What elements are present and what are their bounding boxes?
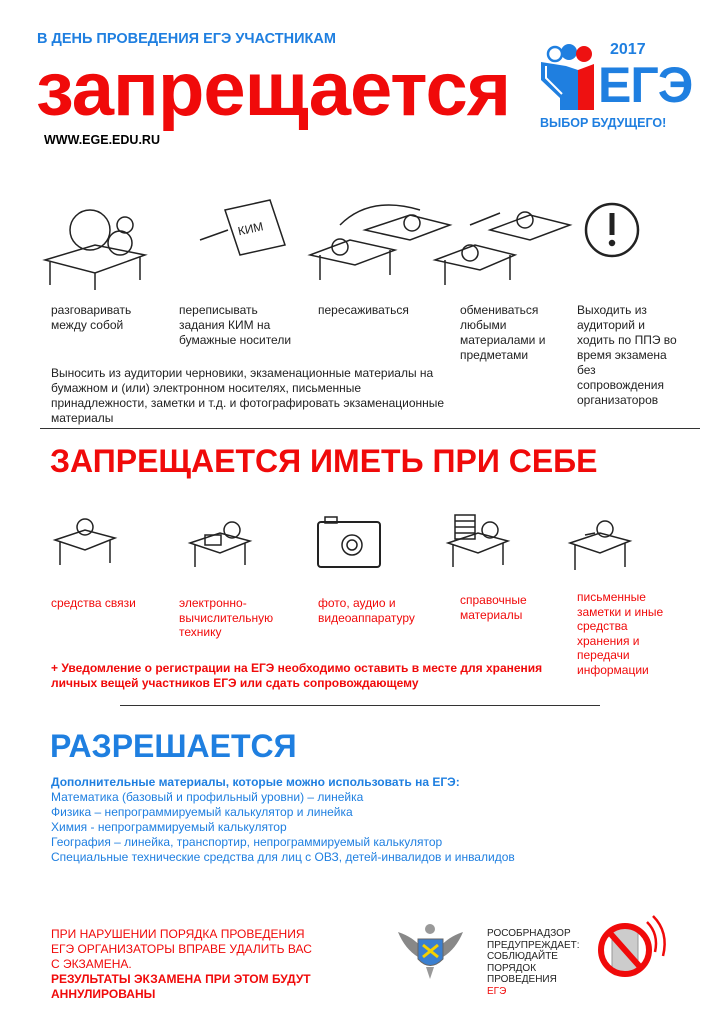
divider (120, 705, 600, 706)
subtitle: В ДЕНЬ ПРОВЕДЕНИЯ ЕГЭ УЧАСТНИКАМ (37, 31, 336, 47)
allowed-item: Специальные технические средства для лиц с ОВЗ, детей-инвалидов и инвалидов (51, 850, 515, 864)
logo-year: 2017 (610, 41, 646, 58)
agency-text: РОСОБРНАДЗОР ПРЕДУПРЕЖДАЕТ: СОБЛЮДАЙТЕ ПОРЯДОК ПРОВЕДЕНИЯ (487, 928, 580, 986)
books-desk-sketch (448, 515, 508, 567)
item-photo-audio: фото, аудио и видеоаппаратуру (318, 596, 415, 625)
notes-desk-sketch (570, 521, 630, 570)
warning-bold-text: РЕЗУЛЬТАТЫ ЭКЗАМЕНА ПРИ ЭТОМ БУДУТ АННУЛИРОВАНЫ (51, 972, 311, 1001)
agency-warning (487, 928, 580, 998)
action-leaving: Выходить из аудиторий и ходить по ППЭ во время экзамена без сопровождения организаторов (577, 303, 677, 407)
action-copying: переписывать задания КИМ на бумажные носители (179, 303, 292, 347)
notification-note: + Уведомление о регистрации на ЕГЭ необходимо оставить в месте для хранения личных вещей участников ЕГЭ или сдать сопровождающему (51, 661, 543, 690)
kim-sketch-text: КИМ (236, 219, 265, 239)
agency-ege: ЕГЭ (487, 985, 507, 997)
exchanging-sketch (435, 212, 570, 285)
forbidden-items-heading: ЗАПРЕЩАЕТСЯ ИМЕТЬ ПРИ СЕБЕ (50, 443, 598, 479)
action-talking: разговаривать между собой (51, 303, 132, 332)
allowed-item: География – линейка, транспортир, непрограммируемый калькулятор (51, 835, 443, 849)
allowed-item: Химия - непрограммируемый калькулятор (51, 820, 287, 834)
allowed-item: Математика (базовый и профильный уровни) – линейка (51, 790, 364, 804)
action-changing-seats: пересаживаться (318, 303, 409, 317)
footer-warning (51, 927, 321, 1002)
no-phone-icon (595, 912, 675, 982)
computer-desk-sketch (190, 522, 250, 567)
item-reference: справочные материалы (460, 593, 527, 622)
copying-kim-sketch (200, 200, 285, 255)
exclamation-sketch (586, 204, 638, 256)
divider (40, 428, 700, 429)
logo-name: ЕГЭ (598, 57, 693, 113)
item-communication: средства связи (51, 596, 136, 610)
camera-sketch (318, 517, 380, 567)
forbidden-actions-illustrations (0, 185, 728, 295)
action-taking-materials: Выносить из аудитории черновики, экзаменационные материалы на бумажном и (или) электронном носителях, письменные принадлежности, заметки и т.д. и фотографировать экзаменационные материалы (51, 366, 445, 425)
forbidden-items-illustrations (0, 505, 728, 580)
allowed-list (51, 775, 515, 865)
changing-seats-sketch (310, 205, 450, 280)
talking-students-sketch (45, 210, 145, 290)
ege-logo (538, 40, 698, 140)
item-computing: электронно-вычислительную технику (179, 596, 274, 639)
item-notes: письменные заметки и иные средства хранения и передачи информации (577, 590, 664, 677)
action-exchanging: обмениваться любыми материалами и предметами (460, 303, 546, 362)
website-link[interactable]: WWW.EGE.EDU.RU (44, 133, 160, 147)
allowed-item: Физика – непрограммируемый калькулятор и линейка (51, 805, 353, 819)
warning-text: ПРИ НАРУШЕНИИ ПОРЯДКА ПРОВЕДЕНИЯ ЕГЭ ОРГАНИЗАТОРЫ ВПРАВЕ УДАЛИТЬ ВАС С ЭКЗАМЕНА. (51, 927, 312, 971)
allowed-heading: РАЗРЕШАЕТСЯ (50, 728, 297, 764)
allowed-intro: Дополнительные материалы, которые можно использовать на ЕГЭ: (51, 775, 460, 789)
rosobrnadzor-emblem-icon (393, 917, 468, 982)
page-title: запрещается (36, 47, 511, 132)
phone-desk-sketch (55, 519, 115, 565)
logo-slogan: ВЫБОР БУДУЩЕГО! (540, 116, 667, 130)
